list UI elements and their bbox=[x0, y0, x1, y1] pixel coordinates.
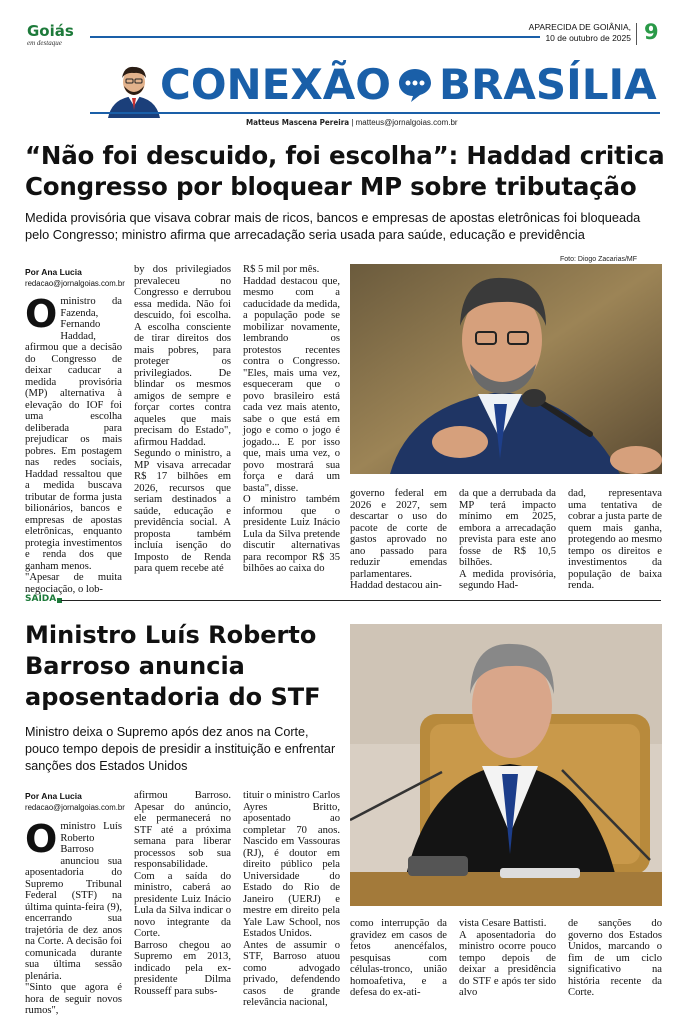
page-header bbox=[0, 0, 687, 60]
column-title bbox=[160, 60, 657, 110]
columnist-byline bbox=[246, 118, 458, 127]
article-1-column-6: dad, representava uma tentativa de cobrar a justa parte de quem mais ganha, protegendo ao mesmo tempo os direitos e investimentos da população de baixa renda. bbox=[568, 488, 662, 591]
article-2-headline[interactable]: Ministro Luís Roberto Barroso anuncia aposentadoria do STF bbox=[25, 621, 321, 711]
section-rule bbox=[61, 600, 661, 601]
article-1-byline bbox=[25, 266, 135, 290]
speech-bubble-icon bbox=[397, 67, 433, 103]
barroso-photo[interactable] bbox=[350, 624, 662, 906]
haddad-photo[interactable] bbox=[350, 264, 662, 474]
article-2-column-4: como interrupção da gravidez em casos de fetos anencéfalos, pesquisas com células-tronco, união homoafetiva, e a defesa do ex-ati- bbox=[350, 918, 447, 998]
article-2-author-email[interactable]: redacao@jornalgoias.com.br bbox=[25, 803, 125, 812]
article-1-author: Por Ana Lucia bbox=[25, 267, 82, 277]
article-2-subheadline: Ministro deixa o Supremo após dez anos na Corte, pouco tempo depois de presidir a instituição e enfrentar sanções dos Estados Unidos bbox=[25, 725, 336, 773]
photo-credit: Foto: Diogo Zacarias/MF bbox=[560, 256, 638, 263]
article-1-column-4: governo federal em 2026 e 2027, sem descartar o uso do pacote de corte de gastos aprovado no ano passado para reduzir emendas parlamentares. Haddad destacou ain- bbox=[350, 488, 447, 591]
article-1-column-5: da que a derrubada da MP terá impacto mínimo em 2025, embora a arrecadação prevista para este ano fosse de R$ 10,5 bilhões. A medida provisória, segundo Had- bbox=[459, 488, 556, 591]
column-title-right: BRASÍLIA bbox=[438, 60, 657, 109]
article-2-author: Por Ana Lucia bbox=[25, 791, 82, 801]
column-masthead bbox=[0, 56, 687, 127]
edition-info bbox=[529, 22, 631, 44]
article-2-col-1-text: ministro Luís Roberto Barroso anunciou sua aposentadoria do Supremo Tribunal Federal (STF) na última quinta-feira (9), encerrando sua trajetória de dez anos na Corte. A decisão foi comunicada durante sua última sessão plenária. "Sinto que agora é hora de seguir novos rumos", bbox=[25, 821, 122, 1016]
columnist-email[interactable]: | matteus@jornalgoias.com.br bbox=[351, 118, 458, 127]
article-1-author-email[interactable]: redacao@jornalgoias.com.br bbox=[25, 279, 125, 288]
article-2-column-6: de sanções do governo dos Estados Unidos, marcando o fim de um ciclo significativo na história recente da Corte. bbox=[568, 918, 662, 998]
article-1-subheadline: Medida provisória que visava cobrar mais de ricos, bancos e empresas de apostas eletrônicas foi bloqueada pelo Congresso; ministro afirma que arrecadação seria usada para saúde, educação e previdência bbox=[25, 210, 641, 242]
article-2-column-3: tituir o ministro Carlos Ayres Britto, aposentado ao completar 70 anos. Nascido em Vassouras (RJ), é doutor em direito público pela Universidade do Estado do Rio de Janeiro (UERJ) e mestre em direito pela Yale Law School, nos Estados Unidos. Antes de assumir o STF, Barroso atuou como advogado privado, defendendo casos de grande relevância nacional, bbox=[243, 790, 340, 1008]
article-1-column-3: R$ 5 mil por mês. Haddad destacou que, mesmo com a caducidade da medida, a população pode se mobilizar novamente, lembrando os protestos recentes contra o Congresso. "Eles, mais uma vez, esqueceram que o povo brasileiro está cada vez mais atento, sabe o que está em jogo e como o jogo é jogado... E por isso que, mais uma vez, o povo mostrará sua força e dará um basta", disse. O ministro também informou que o presidente Luiz Inácio Lula da Silva pretende discutir alternativas para recompor R$ 35 bilhões ao caixa do bbox=[243, 264, 340, 574]
article-1-column-1 bbox=[25, 292, 122, 595]
header-rule bbox=[90, 36, 540, 38]
article-2-column-1 bbox=[25, 817, 122, 1017]
section-divider bbox=[25, 594, 662, 606]
article-2-drop-cap: O bbox=[25, 817, 58, 861]
article-1-col-1-text: ministro da Fazenda, Fernando Haddad, afirmou que a decisão do Congresso de deixar caducar a medida provisória (MP) alternativa à elevação do IOF foi uma escolha deliberada para prejudicar os mais pobres. Em postagem nas redes sociais, Haddad ressaltou que a medida buscava tributar de forma justa bilionários, bancos e empresas de apostas eletrônicas, enquanto protegia investimentos e renda dos que ganham menos. "Apesar de muita negociação, o lob- bbox=[25, 296, 122, 595]
masthead-rule bbox=[90, 112, 660, 114]
article-1-drop-cap: O bbox=[25, 292, 58, 336]
edition-date: 10 de outubro de 2025 bbox=[545, 33, 631, 43]
edition-city: APARECIDA DE GOIÂNIA, bbox=[528, 22, 631, 32]
article-1-headline[interactable]: “Não foi descuido, foi escolha”: Haddad critica Congresso por bloquear MP sobre tributação bbox=[25, 141, 665, 201]
article-2-column-2: afirmou Barroso. Apesar do anúncio, ele permanecerá no STF até a próxima semana para liberar processos sob sua responsabilidade. Com a saída do ministro, caberá ao presidente Luiz Inácio Lula da Silva indicar o novo integrante da Corte. Barroso chegou ao Supremo em 2013, indicado pela ex-presidente Dilma Rousseff para subs- bbox=[134, 790, 231, 997]
page-number: 9 bbox=[644, 20, 659, 44]
article-2-byline bbox=[25, 790, 135, 814]
section-label: SAÍDA bbox=[25, 594, 57, 604]
columnist-name: Matteus Mascena Pereira bbox=[246, 118, 350, 127]
logo-tagline: em destaque bbox=[27, 39, 62, 47]
article-2-column-5: vista Cesare Battisti. A aposentadoria do ministro ocorre pouco tempo depois de deixar a presidência do STF e após ter sido alvo bbox=[459, 918, 556, 998]
article-1-column-2: by dos privilegiados prevaleceu no Congresso e derrubou essa medida. Não foi descuido, foi escolha. A escolha consciente de tirar direitos dos mais pobres, para proteger os privilegiados. De blindar os mesmos amigos de sempre e forçar cortes contra aqueles que mais precisam do Estado", afirmou Haddad. Segundo o ministro, a MP visava arrecadar R$ 17 bilhões em 2026, recursos que seriam destinados a saúde, educação e previdência social. A proposta também incluía isenção do Imposto de Renda para quem recebe até bbox=[134, 264, 231, 574]
logo-wordmark: Goiás bbox=[27, 22, 74, 40]
newspaper-logo[interactable] bbox=[27, 24, 81, 48]
column-title-left: CONEXÃO bbox=[160, 60, 391, 109]
page-number-divider bbox=[636, 23, 637, 45]
columnist-avatar bbox=[102, 62, 166, 118]
